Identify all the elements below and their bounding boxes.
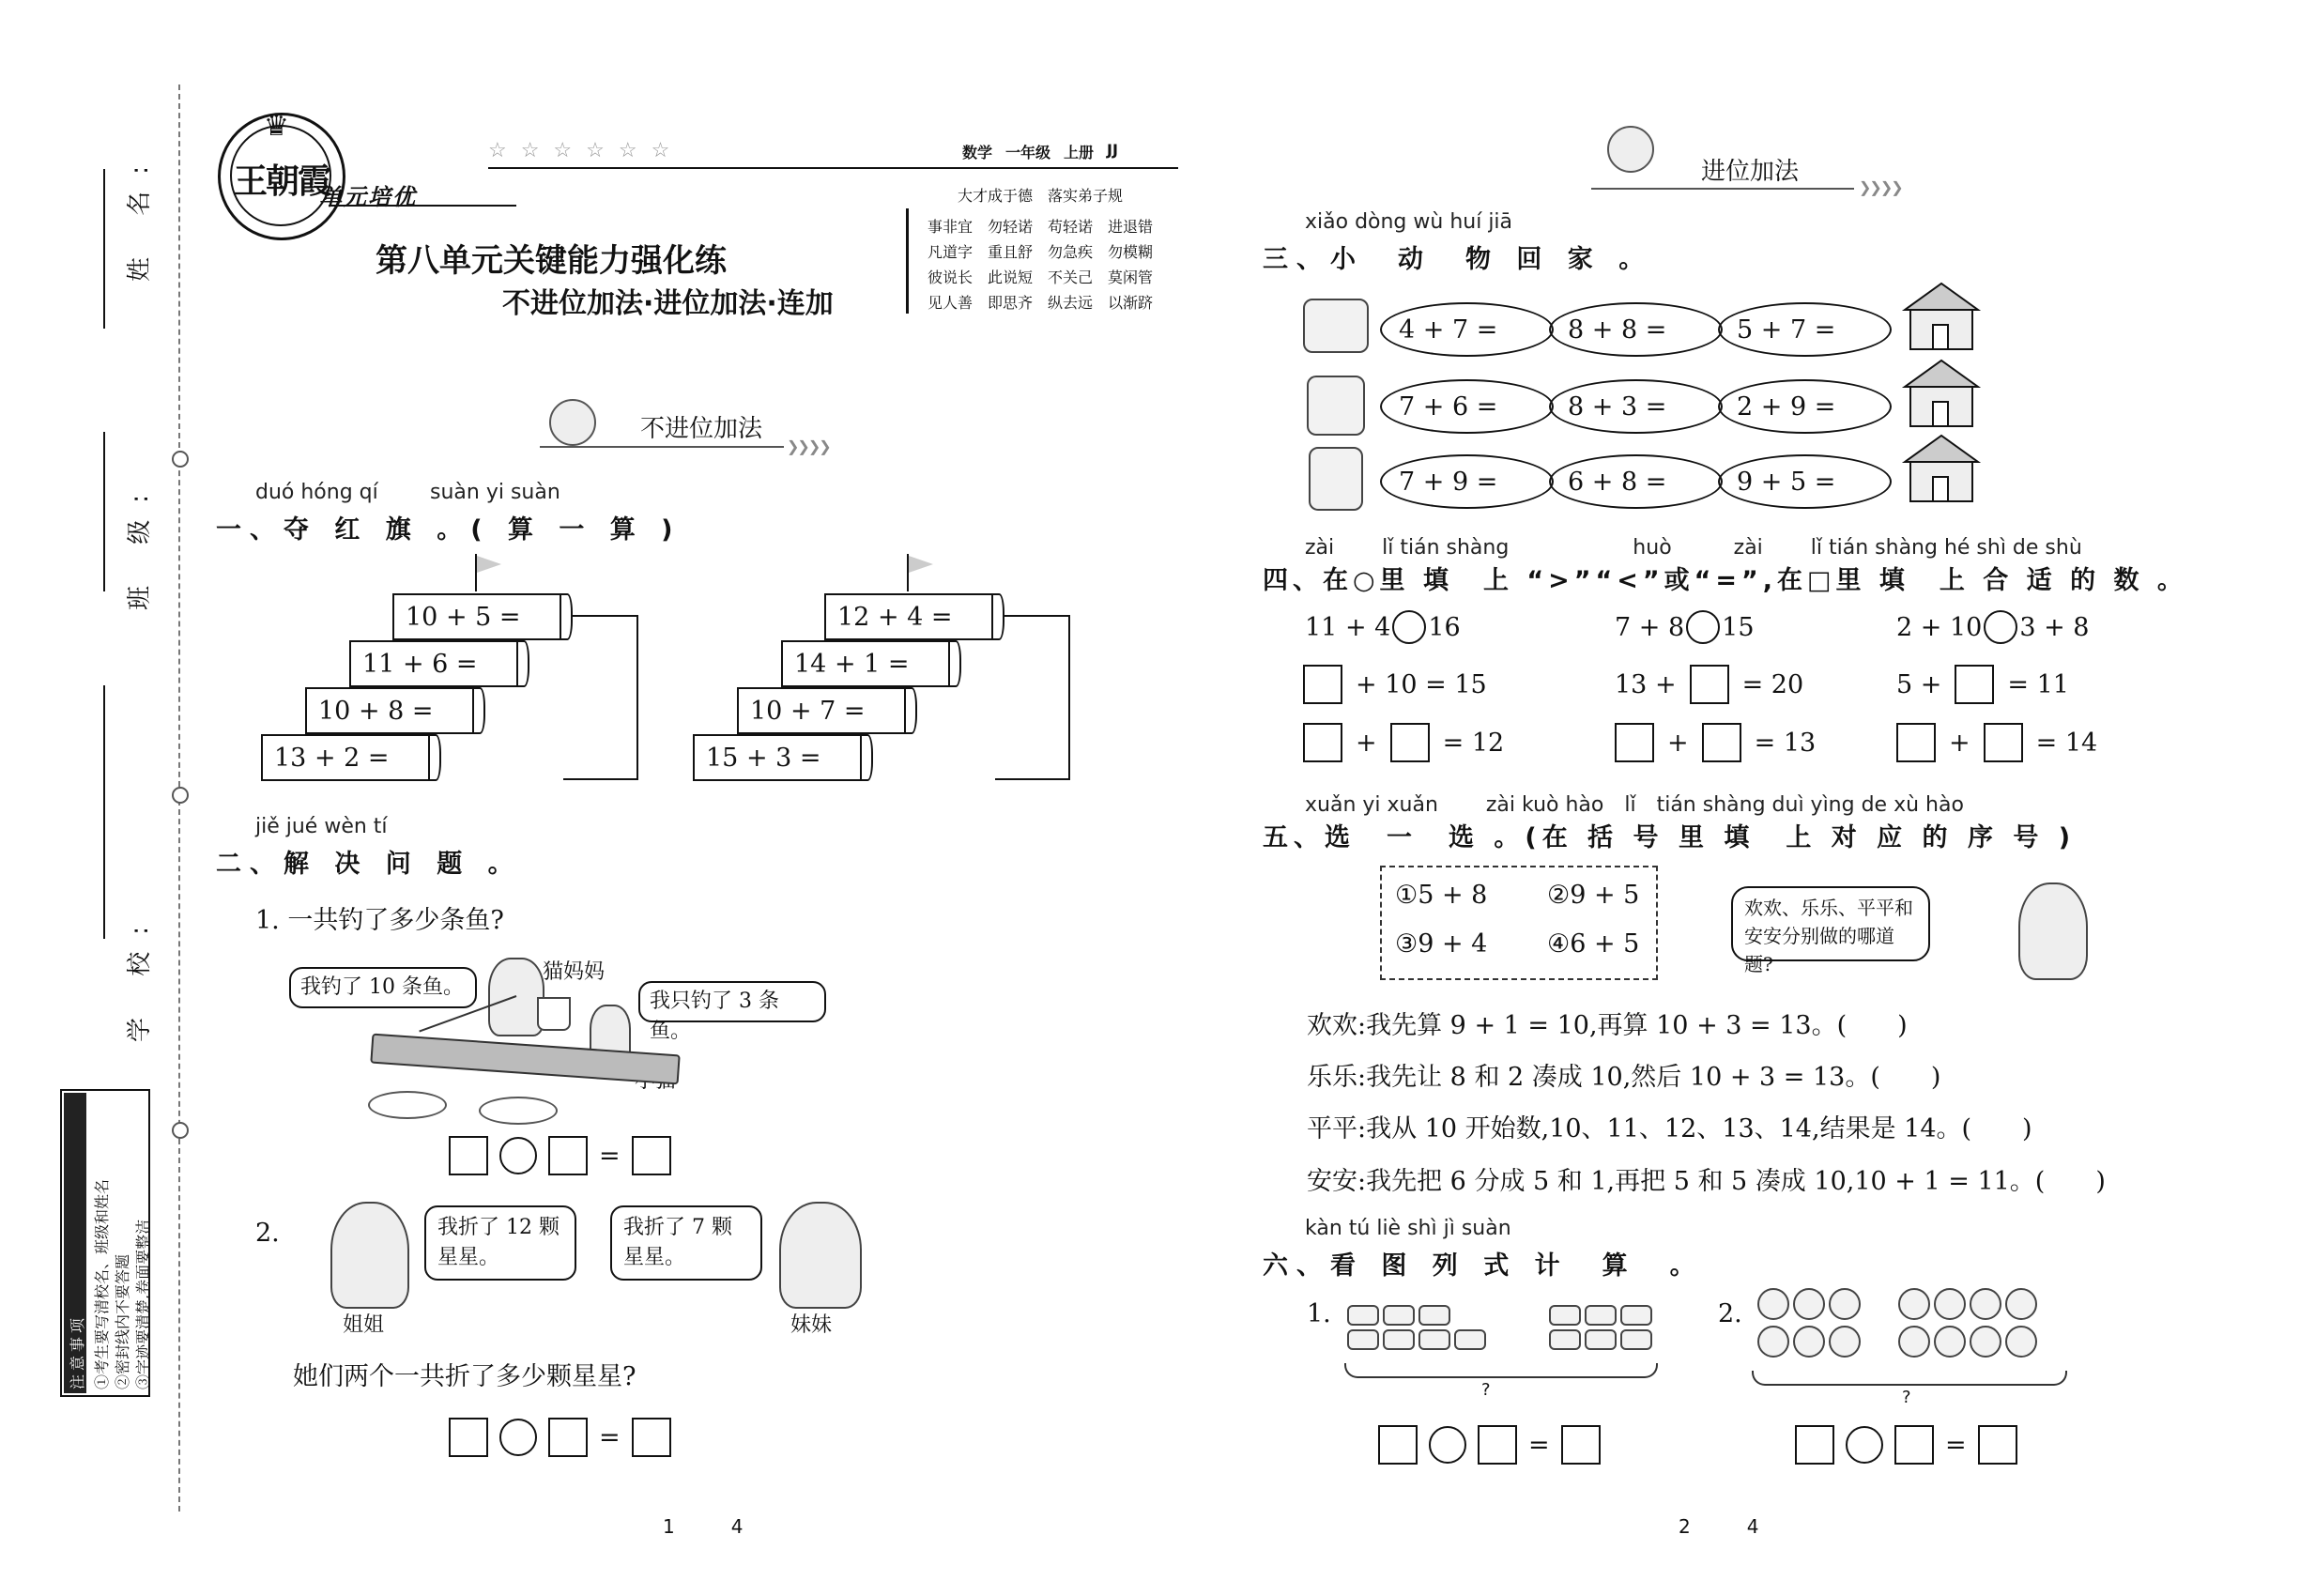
class-label: 班 级:: [126, 477, 154, 610]
girl-sister-icon: [330, 1202, 409, 1309]
answer-box[interactable]: [1984, 723, 2023, 762]
label-sister: 姐姐: [343, 1313, 385, 1337]
answer-row: [449, 1136, 671, 1175]
q2-text: 她们两个一共折了多少颗星星?: [293, 1362, 636, 1391]
stair-step: 10 + 7 =: [737, 687, 906, 734]
logo-text: 王朝霞: [234, 161, 330, 201]
answer-box[interactable]: [1978, 1425, 2017, 1465]
girl-little-icon: [779, 1202, 862, 1309]
operator-circle[interactable]: [1846, 1426, 1883, 1464]
boat-icon: [1454, 1329, 1486, 1350]
name-line: [103, 169, 105, 329]
logo-crown-icon: ♛: [264, 110, 289, 143]
boat-cluster: [1549, 1305, 1652, 1350]
seal-dot: [172, 1122, 189, 1139]
math-oval: 4 + 7 =: [1380, 302, 1554, 357]
stair-cap: [516, 640, 529, 687]
compare-circle[interactable]: [1686, 610, 1720, 644]
flower-icon: [1970, 1288, 2001, 1320]
sec1-pinyin: duó hóng qí: [255, 481, 378, 504]
equals-sign: =: [1945, 1430, 1967, 1460]
answer-box[interactable]: [1478, 1425, 1517, 1465]
squirrel-icon: [1307, 376, 1365, 436]
fill-item: 5 + = 11: [1896, 665, 2069, 704]
answer-line: 欢欢:我先算 9 + 1 = 10,再算 10 + 3 = 13。( ): [1307, 1011, 1908, 1040]
answer-box[interactable]: [449, 1136, 488, 1175]
stair-step: 14 + 1 =: [781, 640, 950, 687]
name-label: 姓 名:: [126, 148, 154, 282]
flower-icon: [1757, 1288, 1789, 1320]
series-label: 单元培优: [319, 184, 417, 210]
compare-circle[interactable]: [1392, 610, 1426, 644]
boat-icon: [1383, 1305, 1415, 1326]
flower-cluster: [1898, 1288, 2037, 1358]
stars-rating: ☆ ☆ ☆ ☆ ☆ ☆: [488, 139, 674, 162]
motto-line: 彼说长 此说短 不关己 莫闲管: [928, 269, 1154, 286]
topic-arrows-icon: ❯❯❯❯: [787, 437, 830, 455]
sec2-title: 二、解 决 问 题 。: [216, 850, 522, 879]
sec3-title: 三、小 动 物 回 家 。: [1263, 245, 1653, 274]
house-icon: [1901, 359, 1982, 430]
answer-box[interactable]: [548, 1418, 588, 1457]
motto-divider: [906, 208, 909, 314]
topic-underline: [540, 446, 784, 448]
q2-number: 2.: [255, 1219, 280, 1248]
answer-box[interactable]: [1702, 723, 1741, 762]
stair-cap: [860, 734, 873, 781]
flower-icon: [2005, 1288, 2037, 1320]
sec2-pinyin: jiě jué wèn tí: [255, 815, 388, 838]
topic-title: 不进位加法: [640, 415, 763, 443]
seal-dot: [172, 787, 189, 804]
topic-arrows-icon: ❯❯❯❯: [1859, 178, 1902, 196]
fill-item: + = 13: [1615, 723, 1816, 762]
school-line: [103, 685, 105, 939]
stair-step: 11 + 6 =: [349, 640, 518, 687]
flower-icon: [1934, 1326, 1966, 1358]
math-oval: 9 + 5 =: [1718, 454, 1892, 509]
answer-box[interactable]: [1303, 665, 1342, 704]
flower-icon: [1829, 1326, 1861, 1358]
motto-line: 事非宜 勿轻诺 苟轻诺 进退错: [928, 218, 1154, 236]
dog-icon: [1303, 299, 1369, 353]
sec1-title: 一、夺 红 旗 。( 算 一 算 ): [216, 515, 682, 545]
sec4-pinyin: zài lǐ tián shàng huò zài lǐ tián shàng hé shì de shù: [1305, 536, 2082, 560]
total-brace: [1752, 1371, 2067, 1386]
label-cat-mother: 猫妈妈: [543, 960, 606, 984]
sec3-pinyin: xiǎo dòng wù huí jiā: [1305, 210, 1513, 234]
sec4-title: 四、在○里 填 上 “>”“<”或“=”,在□里 填 上 合 适 的 数 。: [1263, 566, 2187, 595]
answer-box[interactable]: [1390, 723, 1430, 762]
page-subtitle: 不进位加法·进位加法·连加: [502, 287, 834, 320]
answer-box[interactable]: [449, 1418, 488, 1457]
speech-bubble: 我只钓了 3 条鱼。: [638, 981, 826, 1022]
sec6-pinyin: kàn tú liè shì jì suàn: [1305, 1217, 1511, 1240]
flower-icon: [1898, 1288, 1930, 1320]
question-mark: ?: [1481, 1380, 1491, 1400]
motto-line: 凡道字 重且舒 勿急疾 勿模糊: [928, 243, 1154, 261]
answer-line: 平平:我从 10 开始数,10、11、12、13、14,结果是 14。( ): [1307, 1114, 2032, 1143]
boat-icon: [1347, 1305, 1379, 1326]
stair-cap: [904, 687, 917, 734]
topic-underline: [1591, 188, 1854, 190]
flower-icon: [1793, 1326, 1825, 1358]
logo: [218, 110, 345, 240]
answer-box[interactable]: [1690, 665, 1729, 704]
speech-bubble: 我折了 12 颗星星。: [424, 1205, 576, 1281]
boat-icon: [1585, 1305, 1617, 1326]
answer-row: [1378, 1425, 1601, 1465]
motto-block: [928, 214, 1153, 315]
flower-icon: [1970, 1326, 2001, 1358]
answer-box[interactable]: [632, 1136, 671, 1175]
boat-icon: [1549, 1305, 1581, 1326]
notice-title: 注意事项: [69, 1313, 86, 1389]
operator-circle[interactable]: [1429, 1426, 1466, 1464]
total-brace: [1344, 1363, 1658, 1378]
ripple-icon: [479, 1097, 558, 1125]
header-tags: [962, 141, 1118, 162]
answer-box[interactable]: [548, 1136, 588, 1175]
stair-cap: [948, 640, 961, 687]
sec1-pinyin: suàn yi suàn: [430, 481, 560, 504]
equals-sign: =: [599, 1422, 621, 1452]
flower-icon: [1898, 1326, 1930, 1358]
page-number: 2 4: [1679, 1515, 1759, 1538]
answer-box[interactable]: [1561, 1425, 1601, 1465]
answer-box[interactable]: [1894, 1425, 1934, 1465]
binding-strip: [0, 0, 188, 1596]
math-oval: 8 + 3 =: [1549, 379, 1723, 434]
stair-side: [563, 615, 638, 780]
option: ④6 + 5: [1547, 929, 1640, 959]
bucket-icon: [537, 997, 571, 1031]
answer-box[interactable]: [632, 1418, 671, 1457]
sec6-title: 六、看 图 列 式 计 算 。: [1263, 1251, 1704, 1281]
flower-icon: [1757, 1326, 1789, 1358]
page-number: 1 4: [663, 1515, 744, 1538]
math-oval: 7 + 9 =: [1380, 454, 1554, 509]
header-rule: [488, 167, 1178, 169]
operator-circle[interactable]: [499, 1419, 537, 1456]
answer-box[interactable]: [1615, 723, 1654, 762]
equals-sign: =: [1528, 1430, 1550, 1460]
page-title: 第八单元关键能力强化练: [376, 242, 727, 280]
q1-text: 1. 一共钓了多少条鱼?: [255, 906, 504, 935]
cat-teacher-icon: [2018, 882, 2088, 980]
stair-cap: [428, 734, 441, 781]
boat-icon: [1620, 1329, 1652, 1350]
tag-volume: 上册: [1064, 144, 1095, 161]
boat-icon: [1585, 1329, 1617, 1350]
topic-mascot-icon: [1607, 126, 1654, 173]
tag-edition: JJ: [1107, 141, 1118, 159]
q6-2-number: 2.: [1718, 1299, 1742, 1328]
answer-line: 乐乐:我先让 8 和 2 凑成 10,然后 10 + 3 = 13。( ): [1307, 1063, 1941, 1092]
riverbank: [370, 1034, 680, 1085]
fill-item: + 10 = 15: [1303, 665, 1487, 704]
boat-icon: [1418, 1305, 1450, 1326]
house-icon: [1901, 434, 1982, 505]
compare-item: 2 + 10 3 + 8: [1896, 610, 2089, 644]
motto-line: 见人善 即思齐 纵去远 以渐跻: [928, 294, 1154, 312]
option: ①5 + 8: [1395, 881, 1488, 910]
notice-item: ③字迹要清楚,卷面要整洁: [134, 1219, 152, 1389]
series-underline: [329, 175, 516, 207]
answer-box[interactable]: [1795, 1425, 1834, 1465]
flag-icon: [477, 556, 501, 573]
notice-item: ②密封线内不要答题: [114, 1253, 131, 1389]
tag-subject: 数学: [962, 144, 993, 161]
boat-icon: [1620, 1305, 1652, 1326]
speech-bubble: 我折了 7 颗星星。: [610, 1205, 762, 1281]
boat-icon: [1347, 1329, 1379, 1350]
math-oval: 5 + 7 =: [1718, 302, 1892, 357]
boat-icon: [1383, 1329, 1415, 1350]
math-oval: 8 + 8 =: [1549, 302, 1723, 357]
flower-icon: [2005, 1326, 2037, 1358]
bear-icon: [1309, 447, 1363, 511]
stair-side: [995, 615, 1070, 780]
flower-cluster: [1757, 1288, 1861, 1358]
speech-bubble: 我钓了 10 条鱼。: [289, 967, 477, 1008]
stair-cap: [472, 687, 485, 734]
compare-item: 11 + 4 16: [1305, 610, 1461, 644]
compare-circle[interactable]: [1984, 610, 2017, 644]
fill-item: + = 12: [1303, 723, 1504, 762]
speech-bubble: 欢欢、乐乐、平平和安安分别做的哪道题?: [1731, 886, 1930, 961]
sec5-title: 五、选 一 选 。(在 括 号 里 填 上 对 应 的 序 号 ): [1263, 823, 2077, 852]
topic-mascot-icon: [549, 399, 596, 446]
answer-box[interactable]: [1955, 665, 1994, 704]
flower-icon: [1793, 1288, 1825, 1320]
q6-1-number: 1.: [1307, 1299, 1331, 1328]
sec5-pinyin: xuǎn yi xuǎn zài kuò hào lǐ tián shàng duì yìng de xù hào: [1305, 793, 1964, 817]
stair-cap: [991, 593, 1004, 640]
flag-icon: [909, 556, 933, 573]
stair-step: 10 + 5 =: [392, 593, 561, 640]
math-oval: 6 + 8 =: [1549, 454, 1723, 509]
school-label: 学 校:: [126, 909, 154, 1042]
boat-icon: [1418, 1329, 1450, 1350]
question-mark: ?: [1902, 1388, 1911, 1407]
option: ③9 + 4: [1395, 929, 1488, 959]
stair-step: 10 + 8 =: [305, 687, 474, 734]
ripple-icon: [368, 1091, 447, 1119]
operator-circle[interactable]: [499, 1137, 537, 1174]
answer-row: [1795, 1425, 2017, 1465]
answer-row: [449, 1418, 671, 1457]
flower-icon: [1829, 1288, 1861, 1320]
topic-title: 进位加法: [1701, 158, 1800, 186]
boat-icon: [1549, 1329, 1581, 1350]
notice-box: [60, 1089, 150, 1397]
class-line: [103, 432, 105, 591]
notice-item: ①考生要写清校名、班级和姓名: [93, 1178, 111, 1389]
answer-line: 安安:我先把 6 分成 5 和 1,再把 5 和 5 凑成 10,10 + 1 = 11。( ): [1307, 1167, 2106, 1196]
equals-sign: =: [599, 1141, 621, 1171]
stair-step: 13 + 2 =: [261, 734, 430, 781]
fill-item: + = 14: [1896, 723, 2097, 762]
answer-box[interactable]: [1896, 723, 1936, 762]
motto-title: 大才成于德 落实弟子规: [958, 187, 1124, 205]
math-oval: 7 + 6 =: [1380, 379, 1554, 434]
compare-item: 7 + 8 15: [1615, 610, 1755, 644]
option: ②9 + 5: [1547, 881, 1640, 910]
stair-step: 12 + 4 =: [824, 593, 993, 640]
options-box: [1380, 866, 1658, 980]
tag-grade: 一年级: [1005, 144, 1051, 161]
flower-icon: [1934, 1288, 1966, 1320]
answer-box[interactable]: [1378, 1425, 1418, 1465]
math-oval: 2 + 9 =: [1718, 379, 1892, 434]
house-icon: [1901, 282, 1982, 353]
boat-cluster: [1347, 1305, 1486, 1350]
fill-item: 13 + = 20: [1615, 665, 1803, 704]
label-little-sister: 妹妹: [790, 1313, 833, 1337]
seal-dot: [172, 451, 189, 468]
answer-box[interactable]: [1303, 723, 1342, 762]
stair-step: 15 + 3 =: [693, 734, 862, 781]
stair-cap: [560, 593, 573, 640]
